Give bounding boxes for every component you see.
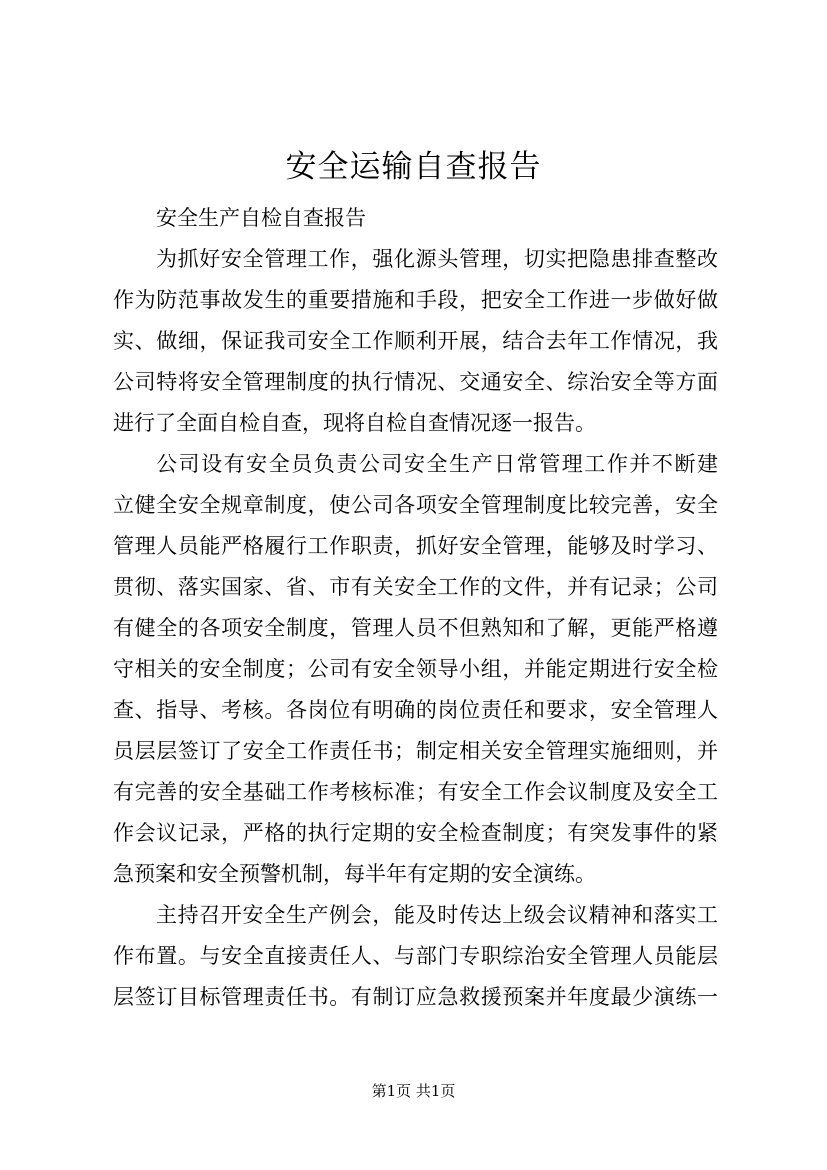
page-footer: 第1页 共1页 [371,1082,456,1100]
paragraph-line: 有健全的各项安全制度，管理人员不但熟知和了解，更能严格遵 [113,616,718,640]
paragraph-line: 进行了全面自检自查，现将自检自查情况逐一报告。 [113,411,596,435]
paragraph-line: 为抓好安全管理工作，强化源头管理，切实把隐患排查整改 [156,247,718,271]
paragraph-line: 管理人员能严格履行工作职责，抓好安全管理，能够及时学习、 [113,534,718,558]
paragraph-line: 立健全安全规章制度，使公司各项安全管理制度比较完善，安全 [113,493,718,517]
document-body [113,198,718,1018]
paragraph-line: 有完善的安全基础工作考核标准；有安全工作会议制度及安全工 [113,780,718,804]
paragraph-line: 作为防范事故发生的重要措施和手段，把安全工作进一步做好做 [113,288,718,312]
section-heading: 安全生产自检自查报告 [156,206,366,230]
paragraph-line: 主持召开安全生产例会，能及时传达上级会议精神和落实工 [156,903,718,927]
paragraph-line: 贯彻、落实国家、省、市有关安全工作的文件，并有记录；公司 [113,575,718,599]
paragraph-line: 急预案和安全预警机制，每半年有定期的安全演练。 [113,862,596,886]
paragraph-line: 实、做细，保证我司安全工作顺利开展，结合去年工作情况，我 [113,329,718,353]
paragraph-line: 层签订目标管理责任书。有制订应急救援预案并年度最少演练一 [113,985,718,1009]
paragraph-line: 员层层签订了安全工作责任书；制定相关安全管理实施细则，并 [113,739,718,763]
paragraph-line: 守相关的安全制度；公司有安全领导小组，并能定期进行安全检 [113,657,718,681]
paragraph-line: 作布置。与安全直接责任人、与部门专职综治安全管理人员能层 [113,944,718,968]
paragraph-line: 公司设有安全员负责公司安全生产日常管理工作并不断建 [156,452,718,476]
paragraph-line: 查、指导、考核。各岗位有明确的岗位责任和要求，安全管理人 [113,698,718,722]
paragraph-line: 作会议记录，严格的执行定期的安全检查制度；有突发事件的紧 [113,821,718,845]
paragraph-line: 公司特将安全管理制度的执行情况、交通安全、综治安全等方面 [113,370,718,394]
document-title: 安全运输自查报告 [285,149,542,185]
